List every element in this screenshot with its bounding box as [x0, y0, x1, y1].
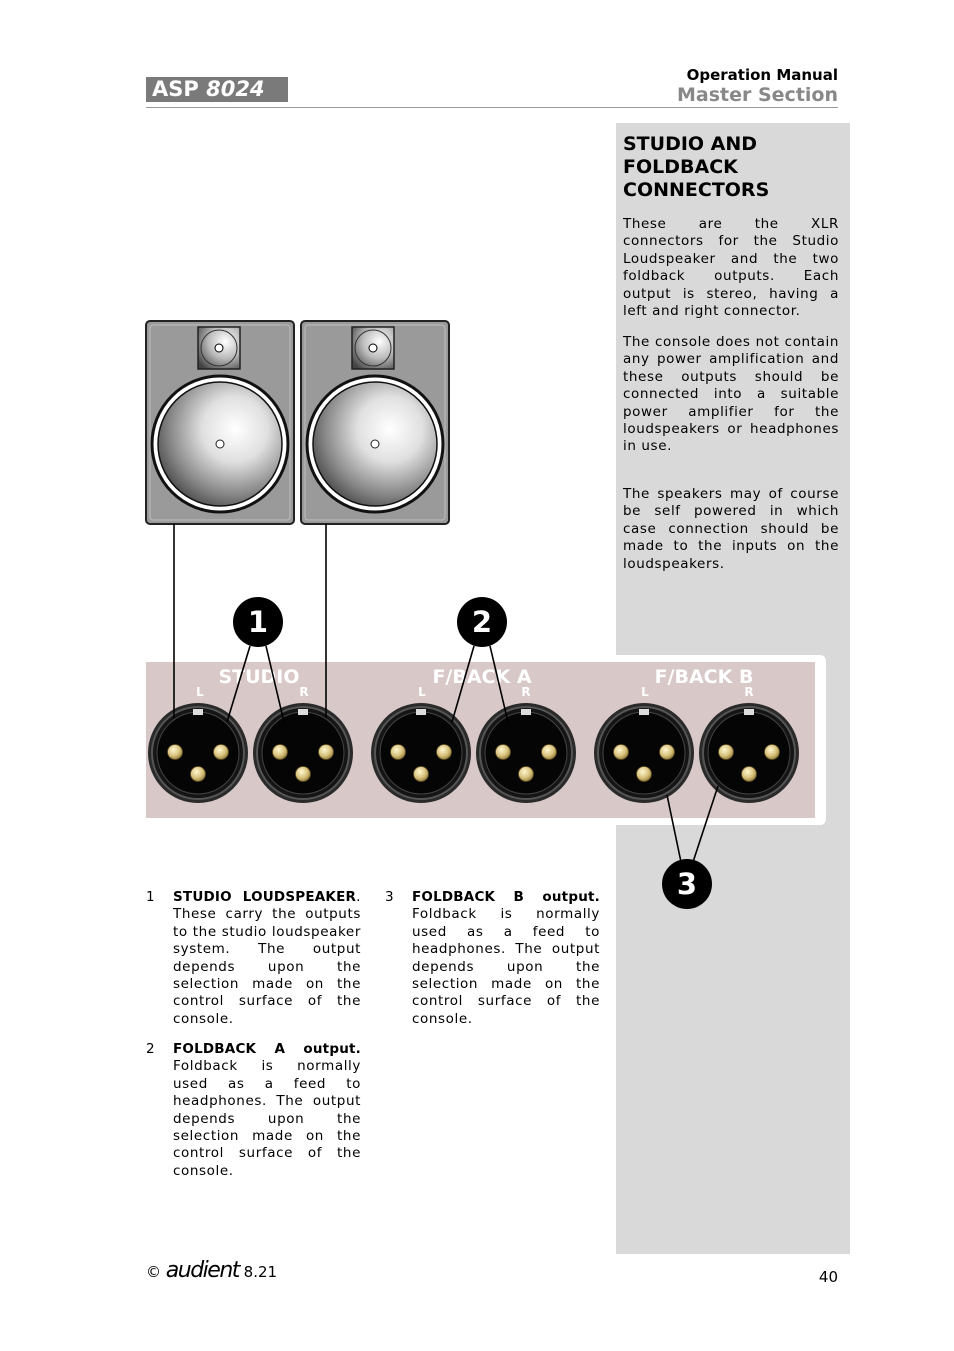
heading-line: CONNECTORS: [623, 179, 770, 201]
item-number: 1: [146, 889, 156, 905]
item-title: FOLDBACK B output.: [412, 889, 600, 905]
section-title: Master Section: [677, 84, 838, 106]
xlr-connector: [253, 703, 353, 803]
xlr-connector: [699, 703, 799, 803]
item-title: FOLDBACK A output.: [173, 1041, 361, 1057]
xlr-connector: [476, 703, 576, 803]
studio-speaker-left: [146, 321, 294, 524]
channel-label-l: L: [641, 685, 649, 699]
item-number: 2: [146, 1041, 156, 1057]
sidebar-paragraph: The console does not contain any power amplification and these outputs should be connected into a suitable power amplifier for the loudspeakers or headphones in use.: [623, 334, 839, 455]
callout-2-number: 2: [471, 605, 493, 639]
callout-1-number: 1: [247, 605, 269, 639]
item-title: STUDIO LOUDSPEAKER: [173, 889, 357, 905]
manual-title: Operation Manual: [686, 66, 838, 84]
item-text: . These carry the outputs to the studio loudspeaker system. The output depends upon the selection made on the control surface of the console.: [173, 889, 361, 1027]
callout-3-number: 3: [676, 867, 698, 901]
footer-copyright: [146, 1258, 277, 1283]
channel-label-r: R: [521, 685, 531, 699]
xlr-connector: [148, 703, 248, 803]
version-number: 8.21: [243, 1263, 278, 1281]
heading-line: FOLDBACK: [623, 156, 738, 178]
channel-label-l: L: [418, 685, 426, 699]
group-label-fback-a: F/BACK A: [432, 666, 532, 688]
brand-logo: audient: [165, 1258, 239, 1283]
xlr-connector: [371, 703, 471, 803]
channel-label-r: R: [744, 685, 754, 699]
sidebar-paragraph: The speakers may of course be self powered in which case connection should be made to the inputs on the loudspeakers.: [623, 486, 839, 572]
logo-prefix: ASP: [152, 77, 199, 101]
channel-label-l: L: [196, 685, 204, 699]
item-number: 3: [385, 889, 395, 905]
group-label-studio: STUDIO: [218, 666, 300, 688]
copyright-symbol: ©: [146, 1263, 161, 1281]
page-number: 40: [818, 1268, 838, 1286]
logo-model: 8024: [206, 77, 265, 101]
item-text: Foldback is normally used as a feed to headphones. The output depends upon the selection made on the control surface of the console.: [412, 906, 600, 1027]
channel-label-r: R: [299, 685, 309, 699]
group-label-fback-b: F/BACK B: [654, 666, 754, 688]
heading-line: STUDIO AND: [623, 133, 758, 155]
sidebar-paragraph: These are the XLR connectors for the Studio Loudspeaker and the two foldback outputs. Each output is stereo, having a left and right connector.: [623, 216, 839, 320]
xlr-connector: [594, 703, 694, 803]
item-text: Foldback is normally used as a feed to headphones. The output depends upon the selection made on the control surface of the console.: [173, 1058, 361, 1179]
studio-speaker-right: [301, 321, 449, 524]
